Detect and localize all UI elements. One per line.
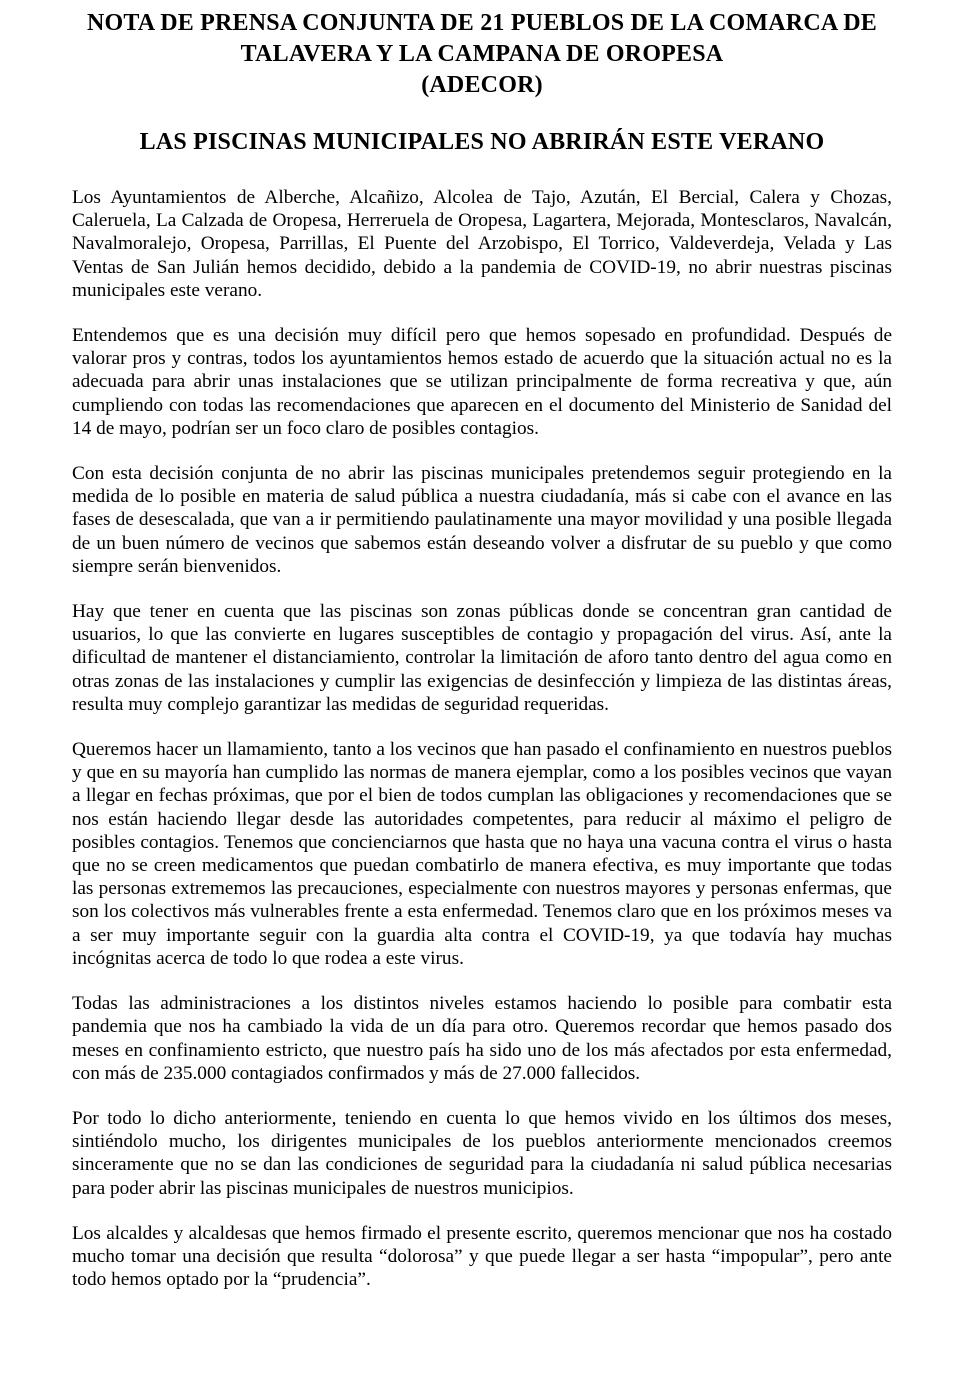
paragraph: Por todo lo dicho anteriormente, teniendo en cuenta lo que hemos vivido en los últimos dos meses, sintiéndolo mucho, los dirigentes municipales de los pueblos anteriormente mencionados creemos sinceramente que no se dan las condiciones de seguridad para la ciudadanía ni salud pública necesarias para poder abrir las piscinas municipales de nuestros municipios. [72, 1107, 892, 1199]
paragraph: Queremos hacer un llamamiento, tanto a los vecinos que han pasado el confinamiento en nuestros pueblos y que en su mayoría han cumplido las normas de manera ejemplar, como a los posibles vecinos que vayan a llegar en fechas próximas, que por el bien de todos cumplan las obligaciones y recomendaciones que se nos están haciendo llegar desde las autoridades competentes, para reducir al máximo el peligro de posibles contagios. Tenemos que concienciarnos que hasta que no haya una vacuna contra el virus o hasta que no se creen medicamentos que puedan combatirlo de manera efectiva, es muy importante que todas las personas extrememos las precauciones, especialmente con nuestros mayores y personas enfermas, que son los colectivos más vulnerables frente a esta enfermedad. Tenemos claro que en los próximos meses va a ser muy importante seguir con la guardia alta contra el COVID-19, ya que todavía hay muchas incógnitas acerca de todo lo que rodea a este virus. [72, 739, 892, 969]
paragraph: Hay que tener en cuenta que las piscinas son zonas públicas donde se concentran gran cantidad de usuarios, lo que las convierte en lugares susceptibles de contagio y propagación del virus. Así, ante la dificultad de mantener el distanciamiento, controlar la limitación de aforo tanto dentro del agua como en otras zonas de las instalaciones y cumplir las exigencias de desinfección y limpieza de las distintas áreas, resulta muy complejo garantizar las medidas de seguridad requeridas. [72, 601, 892, 715]
document-body [72, 186, 892, 1291]
paragraph: Los Ayuntamientos de Alberche, Alcañizo, Alcolea de Tajo, Azután, El Bercial, Calera y Chozas, Caleruela, La Calzada de Oropesa, Herreruela de Oropesa, Lagartera, Mejorada, Montesclaros, Navalcán, Navalmoralejo, Oropesa, Parrillas, El Puente del Arzobispo, El Torrico, Valdeverdeja, Velada y Las Ventas de San Julián hemos decidido, debido a la pandemia de COVID-19, no abrir nuestras piscinas municipales este verano. [72, 187, 892, 301]
title-line: TALAVERA Y LA CAMPANA DE OROPESA [240, 41, 724, 67]
title-line: NOTA DE PRENSA CONJUNTA DE 21 PUEBLOS DE LA COMARCA DE [86, 10, 877, 36]
document-headline: LAS PISCINAS MUNICIPALES NO ABRIRÁN ESTE VERANO [139, 129, 825, 155]
paragraph: Entendemos que es una decisión muy difícil pero que hemos sopesado en profundidad. Después de valorar pros y contras, todos los ayuntamientos hemos estado de acuerdo que la situación actual no es la adecuada para abrir unas instalaciones que se utilizan principalmente de forma recreativa y que, aún cumpliendo con todas las recomendaciones que aparecen en el documento del Ministerio de Sanidad del 14 de mayo, podrían ser un foco claro de posibles contagios. [72, 325, 892, 439]
paragraph: Con esta decisión conjunta de no abrir las piscinas municipales pretendemos seguir protegiendo en la medida de lo posible en materia de salud pública a nuestra ciudadanía, más si cabe con el avance en las fases de desescalada, que van a ir permitiendo paulatinamente una mayor movilidad y una posible llegada de un buen número de vecinos que sabemos están deseando volver a disfrutar de su pueblo y que como siempre serán bienvenidos. [72, 463, 892, 577]
paragraph: Los alcaldes y alcaldesas que hemos firmado el presente escrito, queremos mencionar que nos ha costado mucho tomar una decisión que resulta “dolorosa” y que puede llegar a ser hasta “impopular”, pero ante todo hemos optado por la “prudencia”. [72, 1222, 892, 1291]
document-title [72, 8, 892, 101]
title-line: (ADECOR) [421, 72, 543, 98]
paragraph: Todas las administraciones a los distintos niveles estamos haciendo lo posible para combatir esta pandemia que nos ha cambiado la vida de un día para otro. Queremos recordar que hemos pasado dos meses en confinamiento estricto, que nuestro país ha sido uno de los más afectados por esta enfermedad, con más de 235.000 contagiados confirmados y más de 27.000 fallecidos. [72, 993, 892, 1084]
